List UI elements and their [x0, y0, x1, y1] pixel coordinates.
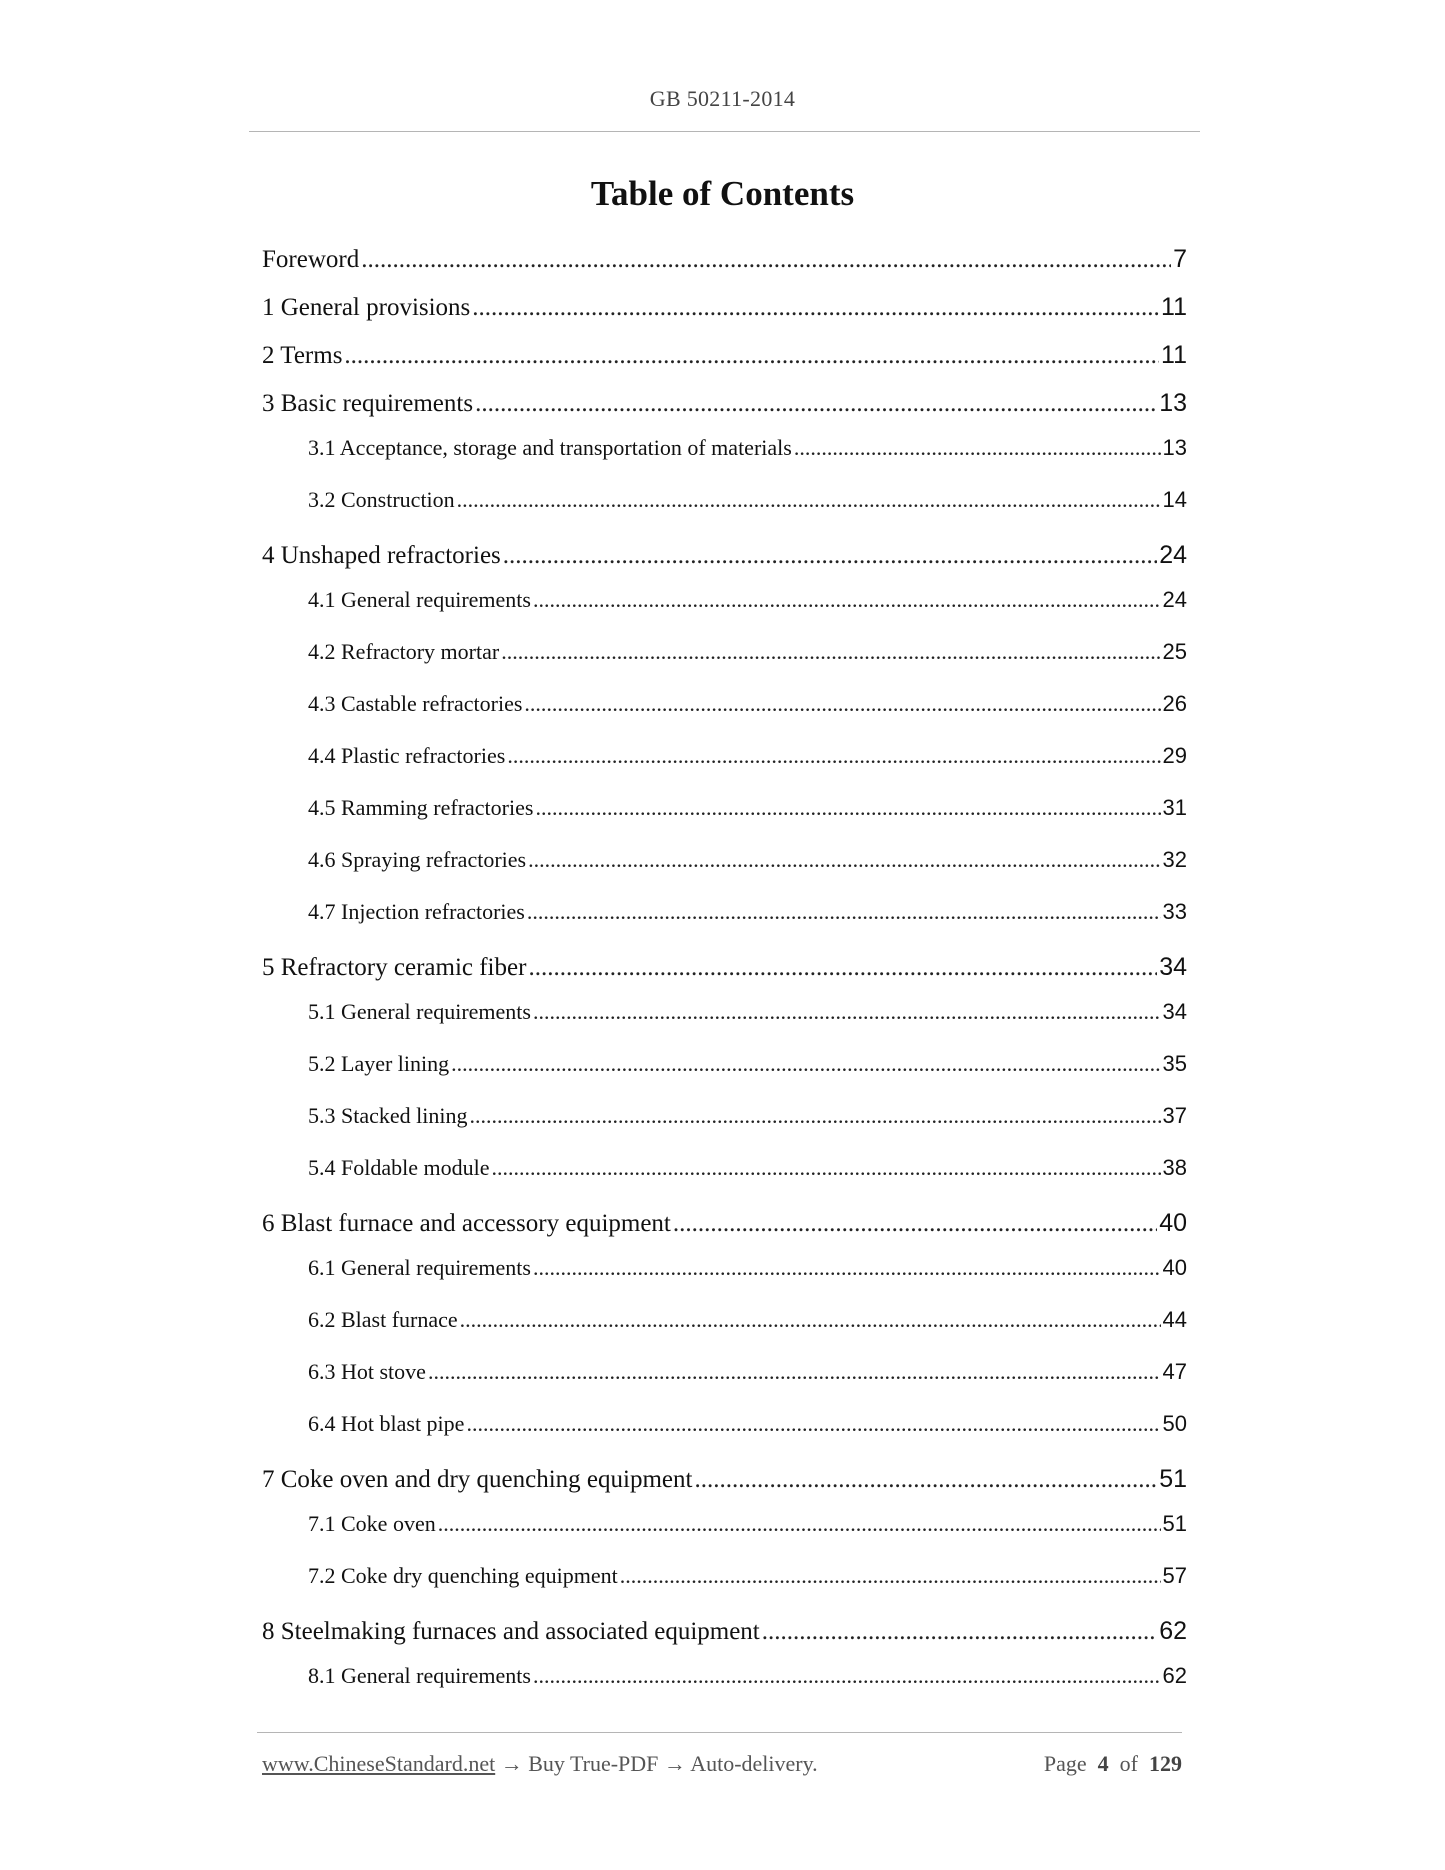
toc-entry-page: 24 [1159, 541, 1187, 569]
toc-dot-leader [472, 294, 1159, 322]
toc-entry-label: 5.4 Foldable module [308, 1155, 490, 1180]
website-link[interactable]: www.ChineseStandard.net [262, 1751, 496, 1776]
footer-divider [257, 1732, 1182, 1733]
toc-entry-page: 26 [1162, 691, 1187, 716]
header-divider [249, 131, 1200, 132]
toc-dot-leader [533, 1255, 1161, 1281]
toc-entry-page: 13 [1159, 389, 1187, 417]
toc-entry-page: 29 [1162, 743, 1187, 768]
toc-entry-page: 34 [1162, 999, 1187, 1024]
toc-dot-leader [620, 1563, 1161, 1589]
toc-entry-label: 6.1 General requirements [308, 1255, 531, 1280]
toc-entry-3-2[interactable] [262, 487, 1187, 513]
toc-dot-leader [694, 1466, 1157, 1494]
toc-entry-label: 3.2 Construction [308, 487, 455, 512]
toc-entry-basic-requirements[interactable] [262, 389, 1187, 418]
toc-entry-label: 5.2 Layer lining [308, 1051, 450, 1076]
toc-entry-7-2[interactable] [262, 1563, 1187, 1589]
toc-dot-leader [451, 1051, 1160, 1077]
toc-entry-page: 47 [1162, 1359, 1187, 1384]
toc-entry-page: 11 [1161, 341, 1187, 369]
toc-dot-leader [533, 1663, 1161, 1689]
toc-dot-leader [344, 342, 1159, 370]
toc-dot-leader [762, 1618, 1157, 1646]
toc-entry-label: 1 General provisions [262, 294, 471, 321]
toc-entry-page: 40 [1159, 1209, 1187, 1237]
toc-entry-page: 62 [1159, 1617, 1187, 1645]
page-footer [262, 1751, 1182, 1777]
toc-entry-page: 57 [1162, 1563, 1187, 1588]
toc-entry-label: 5 Refractory ceramic fiber [262, 954, 527, 981]
toc-entry-label: 7.1 Coke oven [308, 1511, 436, 1536]
toc-entry-5-2[interactable] [262, 1051, 1187, 1077]
toc-entry-label: 6 Blast furnace and accessory equipment [262, 1210, 671, 1237]
toc-entry-label: 4.4 Plastic refractories [308, 743, 506, 768]
toc-entry-4-7[interactable] [262, 899, 1187, 925]
toc-entry-page: 37 [1162, 1103, 1187, 1128]
toc-entry-page: 25 [1162, 639, 1187, 664]
toc-dot-leader [469, 1103, 1160, 1129]
toc-entry-5-3[interactable] [262, 1103, 1187, 1129]
toc-entry-label: 6.4 Hot blast pipe [308, 1411, 465, 1436]
toc-dot-leader [438, 1511, 1161, 1537]
page-of: of [1119, 1751, 1138, 1776]
toc-entry-page: 14 [1162, 487, 1187, 512]
toc-entry-coke-oven[interactable] [262, 1465, 1187, 1494]
toc-entry-terms[interactable] [262, 341, 1187, 370]
toc-entry-label: 4.3 Castable refractories [308, 691, 523, 716]
toc-dot-leader [524, 691, 1160, 717]
toc-entry-label: 4.6 Spraying refractories [308, 847, 527, 872]
page-label: Page [1043, 1751, 1087, 1776]
toc-entry-label: 4.2 Refractory mortar [308, 639, 500, 664]
page-total: 129 [1149, 1751, 1182, 1776]
toc-entry-label: 4.7 Injection refractories [308, 899, 525, 924]
toc-dot-leader [501, 639, 1160, 665]
toc-entry-label: Foreword [262, 246, 360, 273]
toc-entry-label: 4.5 Ramming refractories [308, 795, 534, 820]
toc-entry-unshaped-refractories[interactable] [262, 541, 1187, 570]
toc-dot-leader [533, 999, 1161, 1025]
toc-entry-6-4[interactable] [262, 1411, 1187, 1437]
toc-entry-label: 8.1 General requirements [308, 1663, 531, 1688]
toc-entry-label: 5.1 General requirements [308, 999, 531, 1024]
toc-dot-leader [466, 1411, 1160, 1437]
toc-entry-7-1[interactable] [262, 1511, 1187, 1537]
toc-entry-page: 62 [1162, 1663, 1187, 1688]
document-code-header: GB 50211-2014 [649, 86, 796, 111]
toc-entry-page: 34 [1159, 953, 1187, 981]
toc-entry-label: 8 Steelmaking furnaces and associated equipment [262, 1618, 760, 1645]
toc-title: Table of Contents [590, 174, 855, 213]
toc-entry-page: 51 [1162, 1511, 1187, 1536]
toc-entry-page: 31 [1162, 795, 1187, 820]
toc-dot-leader [528, 847, 1160, 873]
toc-entry-page: 50 [1162, 1411, 1187, 1436]
toc-entry-label: 6.2 Blast furnace [308, 1307, 458, 1332]
toc-dot-leader [457, 487, 1161, 513]
toc-entry-page: 38 [1162, 1155, 1187, 1180]
toc-entry-label: 4.1 General requirements [308, 587, 531, 612]
toc-entry-4-2[interactable] [262, 639, 1187, 665]
toc-dot-leader [503, 542, 1157, 570]
toc-entry-4-4[interactable] [262, 743, 1187, 769]
footer-tagline: → Buy True-PDF → Auto-delivery. [495, 1751, 818, 1776]
toc-dot-leader [528, 954, 1157, 982]
toc-entry-page: 24 [1162, 587, 1187, 612]
toc-entry-general-provisions[interactable] [262, 293, 1187, 322]
toc-entry-5-4[interactable] [262, 1155, 1187, 1181]
toc-entry-page: 7 [1173, 245, 1187, 273]
toc-dot-leader [535, 795, 1160, 821]
toc-entry-label: 7.2 Coke dry quenching equipment [308, 1563, 618, 1588]
toc-entry-foreword[interactable] [262, 245, 1187, 274]
toc-entry-refractory-ceramic-fiber[interactable] [262, 953, 1187, 982]
toc-entry-6-3[interactable] [262, 1359, 1187, 1385]
toc-entry-4-5[interactable] [262, 795, 1187, 821]
toc-entry-3-1[interactable] [262, 435, 1187, 461]
toc-entry-label: 6.3 Hot stove [308, 1359, 426, 1384]
toc-dot-leader [794, 435, 1161, 461]
toc-dot-leader [527, 899, 1161, 925]
toc-entry-page: 33 [1162, 899, 1187, 924]
toc-dot-leader [475, 390, 1157, 418]
toc-entry-page: 11 [1161, 293, 1187, 321]
toc-entry-label: 3 Basic requirements [262, 390, 474, 417]
toc-entry-label: 4 Unshaped refractories [262, 542, 501, 569]
toc-dot-leader [428, 1359, 1161, 1385]
toc-entry-4-1[interactable] [262, 587, 1187, 613]
toc-entry-5-1[interactable] [262, 999, 1187, 1025]
toc-entry-label: 7 Coke oven and dry quenching equipment [262, 1466, 693, 1493]
toc-entry-blast-furnace[interactable] [262, 1209, 1187, 1238]
toc-entry-8-1[interactable] [262, 1663, 1187, 1689]
toc-dot-leader [460, 1307, 1161, 1333]
toc-entry-4-6[interactable] [262, 847, 1187, 873]
toc-entry-steelmaking-furnaces[interactable] [262, 1617, 1187, 1646]
toc-entry-label: 2 Terms [262, 342, 343, 369]
toc-entry-6-1[interactable] [262, 1255, 1187, 1281]
toc-entry-page: 51 [1159, 1465, 1187, 1493]
toc-entry-page: 13 [1162, 435, 1187, 460]
toc-dot-leader [673, 1210, 1157, 1238]
toc-entry-page: 44 [1162, 1307, 1187, 1332]
toc-entry-label: 3.1 Acceptance, storage and transportation of materials [308, 435, 792, 460]
toc-entry-6-2[interactable] [262, 1307, 1187, 1333]
page-indicator [1044, 1751, 1182, 1777]
toc-dot-leader [491, 1155, 1160, 1181]
toc-entry-page: 40 [1162, 1255, 1187, 1280]
page-current: 4 [1097, 1751, 1109, 1776]
toc-entry-page: 35 [1162, 1051, 1187, 1076]
toc-entry-label: 5.3 Stacked lining [308, 1103, 468, 1128]
toc-dot-leader [533, 587, 1161, 613]
toc-dot-leader [507, 743, 1160, 769]
footer-promo [262, 1751, 818, 1777]
toc-dot-leader [361, 246, 1171, 274]
toc-entry-4-3[interactable] [262, 691, 1187, 717]
toc-entry-page: 32 [1162, 847, 1187, 872]
